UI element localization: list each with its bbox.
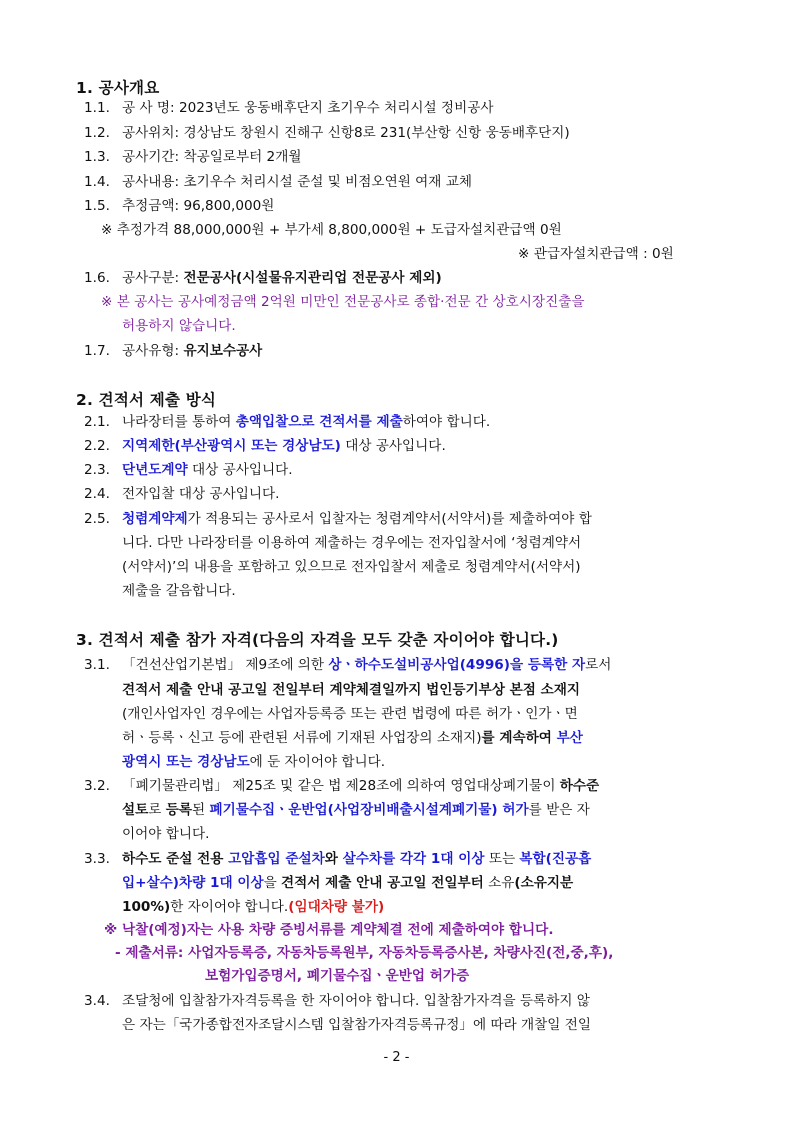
- item-1-4: [84, 173, 472, 191]
- item-number: 1.6.: [84, 270, 110, 286]
- item-bold: 견적서 제출 안내 공고일 전일부터: [281, 875, 484, 891]
- item-value: 96,800,000원: [183, 198, 275, 214]
- item-number: 3.4.: [84, 993, 110, 1009]
- item-highlight: 총액입찰으로 견적서를 제출: [235, 414, 403, 430]
- item-text: 를 받은 자: [528, 802, 590, 818]
- item-highlight: 광역시 또는 경상남도: [122, 754, 250, 770]
- item-number: 3.1.: [84, 657, 110, 673]
- item-number: 2.5.: [84, 511, 110, 527]
- notice-line2: - 제출서류: 사업자등록증, 자동차등록원부, 자동차등록증사본, 차량사진(전,중,후),: [115, 945, 614, 961]
- item-bold: 하수도 준설 전용: [122, 851, 229, 867]
- item-text: 한 자이어야 합니다.: [170, 899, 289, 915]
- item-number: 2.1.: [84, 414, 110, 430]
- item-label: 공 사 명:: [122, 100, 179, 116]
- item-highlight: 입+살수)차량 1대 이상: [122, 875, 264, 891]
- item-1-1: [84, 99, 493, 117]
- notice-line1: ※ 낙찰(예정)자는 사용 차량 증빙서류를 계약체결 전에 제출하여야 합니다.: [104, 922, 554, 938]
- item-text: 나라장터를 통하여: [122, 414, 236, 430]
- item-1-3: [84, 148, 301, 166]
- item-text: 로: [148, 802, 166, 818]
- item-value: 착공일로부터 2개월: [183, 149, 302, 165]
- item-value: 유지보수공사: [183, 343, 263, 359]
- item-highlight: 를 각각 1대 이상: [382, 851, 485, 867]
- item-highlight: 을 등록한 자: [509, 657, 586, 673]
- item-number: 2.3.: [84, 462, 110, 478]
- item-2-1: [84, 413, 490, 431]
- item-text: 소유: [483, 875, 515, 891]
- item-text: 「폐기물관리법」 제25조 및 같은 법 제28조에 의하여 영업대상폐기물이: [122, 778, 560, 794]
- item-warning: (임대차량 불가): [288, 899, 385, 915]
- item-bold: 등록: [165, 802, 192, 818]
- item-value: 2023년도 웅동배후단지 초기우수 처리시설 정비공사: [178, 100, 494, 116]
- item-3-1-line3: (개인사업자인 경우에는 사업자등록증 또는 관련 법령에 따른 허가ㆍ인가ㆍ면: [122, 706, 578, 722]
- item-1-6-note-line1: ※ 본 공사는 공사예정금액 2억원 미만인 전문공사로 종합·전문 간 상호시장진출을: [101, 294, 585, 310]
- item-number: 3.3.: [84, 851, 110, 867]
- item-1-7: [84, 342, 262, 360]
- item-value: 전문공사(시설물유지관리업 전문공사 제외): [183, 270, 442, 286]
- item-text: 가 적용되는 공사로서 입찰자는 청렴계약서(서약서)를 제출하여야 합: [187, 511, 592, 527]
- item-3-1-line2: 견적서 제출 안내 공고일 전일부터 계약체결일까지 법인등기부상 본점 소재지: [122, 682, 581, 698]
- item-highlight: 상ㆍ하수도설비공사업(4996): [328, 657, 510, 673]
- item-3-4: [84, 992, 590, 1010]
- item-text: 된: [191, 802, 210, 818]
- item-number: 1.3.: [84, 149, 110, 165]
- item-3-2-line3: 이어야 합니다.: [122, 826, 210, 842]
- item-number: 1.4.: [84, 174, 110, 190]
- item-highlight: 청렴계약제: [122, 511, 188, 527]
- section-3-title: 3. 견적서 제출 참가 자격(다음의 자격을 모두 갖춘 자이어야 합니다.): [76, 631, 559, 649]
- item-text: 전자입찰 대상 공사입니다.: [122, 486, 280, 502]
- page-number: - 2 -: [383, 1050, 410, 1065]
- item-3-2-line2: [122, 801, 590, 819]
- item-number: 3.2.: [84, 778, 110, 794]
- item-2-2: [84, 437, 446, 455]
- item-label: 공사구분:: [122, 270, 184, 286]
- item-2-5: [84, 510, 592, 528]
- item-value: 초기우수 처리시설 준설 및 비점오연원 여재 교체: [183, 174, 472, 190]
- item-bold: 를 계속하여: [481, 730, 557, 746]
- item-highlight: 고압흡입 준설차: [228, 851, 325, 867]
- item-3-1-line4: [122, 729, 583, 747]
- item-label: 공사내용:: [122, 174, 184, 190]
- item-label: 공사유형:: [122, 343, 184, 359]
- notice-line3: 보험가입증명서, 폐기물수집ㆍ운반업 허가증: [205, 968, 470, 984]
- item-3-2: [84, 777, 599, 795]
- item-text: 을: [263, 875, 282, 891]
- item-3-3-line3: [122, 898, 384, 916]
- item-label: 추정금액:: [122, 198, 184, 214]
- item-1-5: [84, 197, 274, 215]
- item-text: 에 둔 자이어야 합니다.: [249, 754, 386, 770]
- item-2-5-line3: (서약서)’의 내용을 포함하고 있으므로 전자입찰서 제출로 청렴계약서(서약서): [122, 559, 581, 575]
- item-value: 경상남도 창원시 진해구 신항8로 231(부산항 신항 웅동배후단지): [183, 125, 570, 141]
- item-text: 또는: [484, 851, 520, 867]
- item-number: 1.7.: [84, 343, 110, 359]
- section-2-title: 2. 견적서 제출 방식: [76, 391, 217, 409]
- item-highlight: 폐기물수집ㆍ운반업(사업장비배출시설계폐기물) 허가: [209, 802, 529, 818]
- item-1-5-note2: ※ 관급자설치관급액 : 0원: [518, 246, 674, 262]
- item-2-5-line4: 제출을 갈음합니다.: [122, 583, 236, 599]
- item-number: 1.5.: [84, 198, 110, 214]
- item-3-4-line2: 은 자는「국가종합전자조달시스템 입찰참가자격등록규정」에 따라 개찰일 전일: [122, 1017, 592, 1033]
- item-highlight: 부산: [556, 730, 583, 746]
- item-bold: 100%): [122, 899, 171, 915]
- item-3-3-line2: [122, 874, 573, 892]
- item-1-5-note: ※ 추정가격 88,000,000원 + 부가세 8,800,000원 + 도급자설치관급액 0원: [101, 222, 562, 238]
- item-label: 공사기간:: [122, 149, 184, 165]
- item-text: 허ㆍ등록ㆍ신고 등에 관련된 서류에 기재된 사업장의 소재지): [122, 730, 482, 746]
- item-text: 대상 공사입니다.: [340, 438, 446, 454]
- item-1-2: [84, 124, 570, 142]
- item-2-3: [84, 461, 293, 479]
- item-highlight: 단년도계약: [122, 462, 188, 478]
- item-number: 2.2.: [84, 438, 110, 454]
- item-text: 대상 공사입니다.: [187, 462, 293, 478]
- item-highlight: 지역제한(부산광역시 또는 경상남도): [122, 438, 341, 454]
- item-text: 「건선산업기본법」 제9조에 의한: [122, 657, 329, 673]
- item-text: 하여야 합니다.: [402, 414, 491, 430]
- item-text: 조달청에 입찰참가자격등록을 한 자이어야 합니다. 입찰참가자격을 등록하지 않: [122, 993, 590, 1009]
- item-number: 1.1.: [84, 100, 110, 116]
- item-3-1: [84, 656, 611, 674]
- item-2-5-line2: 니다. 다만 나라장터를 이용하여 제출하는 경우에는 전자입찰서에 ‘청렴계약서: [122, 535, 582, 551]
- item-bold: 와: [324, 851, 343, 867]
- item-3-3: [84, 850, 591, 868]
- item-bold: 하수준: [559, 778, 600, 794]
- section-1-title: 1. 공사개요: [76, 79, 160, 97]
- item-bold: (소유지분: [514, 875, 574, 891]
- item-2-4: [84, 485, 279, 503]
- item-label: 공사위치:: [122, 125, 184, 141]
- item-text: 로서: [585, 657, 612, 673]
- item-highlight: 복합(진공흡: [519, 851, 592, 867]
- item-number: 1.2.: [84, 125, 110, 141]
- item-1-6: [84, 269, 442, 287]
- item-highlight: 살수차: [342, 851, 383, 867]
- item-number: 2.4.: [84, 486, 110, 502]
- item-3-1-line5: [122, 753, 385, 771]
- item-bold: 설토: [122, 802, 149, 818]
- item-1-6-note-line2: 허용하지 않습니다.: [122, 318, 236, 334]
